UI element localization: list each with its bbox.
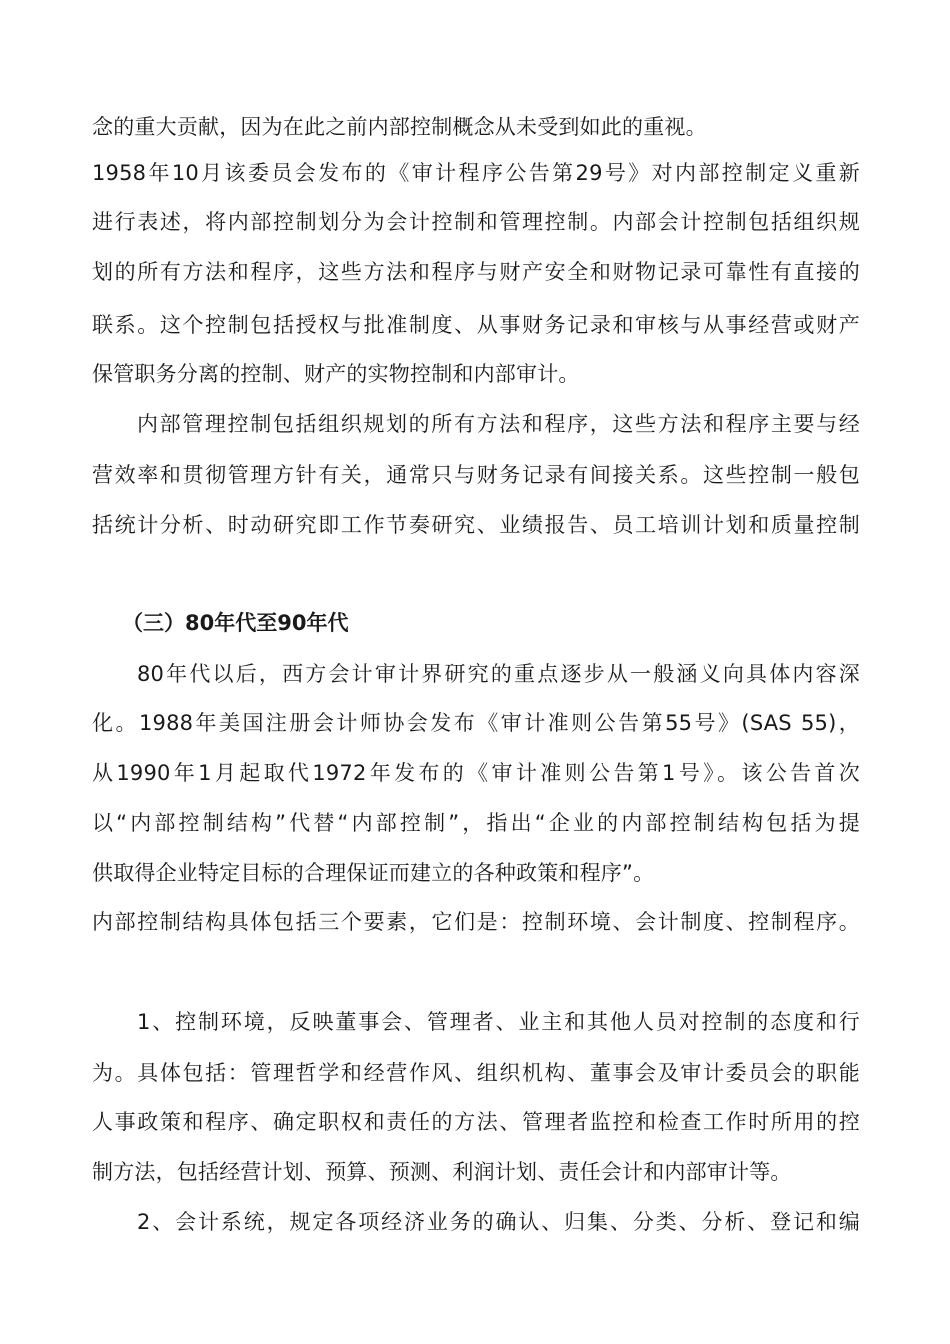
paragraph-line: 念的重大贡献，因为在此之前内部控制概念从未受到如此的重视。	[92, 115, 707, 139]
paragraph-line: 2、会计系统，规定各项经济业务的确认、归集、分类、分析、登记和编	[137, 1210, 860, 1234]
paragraph-line: 80年代以后，西方会计审计界研究的重点逐步从一般涵义向具体内容深	[137, 662, 860, 686]
paragraph-line: 1、控制环境，反映董事会、管理者、业主和其他人员对控制的态度和行	[137, 1010, 860, 1034]
paragraph-line: 内部管理控制包括组织规划的所有方法和程序，这些方法和程序主要与经	[137, 412, 860, 436]
paragraph-line: 化。1988年美国注册会计师协会发布《审计准则公告第55号》(SAS 55)，	[92, 711, 860, 735]
section-heading: （三）80年代至90年代	[122, 611, 349, 635]
paragraph-line: 人事政策和程序、确定职权和责任的方法、管理者监控和检查工作时所用的控	[92, 1110, 860, 1134]
paragraph-line: 内部控制结构具体包括三个要素，它们是：控制环境、会计制度、控制程序。	[92, 910, 860, 934]
paragraph-line: 1958年10月该委员会发布的《审计程序公告第29号》对内部控制定义重新	[92, 161, 860, 185]
paragraph-line: 为。具体包括：管理哲学和经营作风、组织机构、董事会及审计委员会的职能	[92, 1061, 860, 1085]
paragraph-line: 供取得企业特定目标的合理保证而建立的各种政策和程序”。	[92, 861, 655, 885]
paragraph-line: 以“内部控制结构”代替“内部控制”，指出“企业的内部控制结构包括为提	[92, 811, 860, 835]
paragraph-line: 制方法，包括经营计划、预算、预测、利润计划、责任会计和内部审计等。	[92, 1160, 792, 1184]
paragraph-line: 从1990年1月起取代1972年发布的《审计准则公告第1号》。该公告首次	[92, 761, 860, 785]
paragraph-line: 联系。这个控制包括授权与批准制度、从事财务记录和审核与从事经营或财产	[92, 313, 860, 337]
paragraph-line: 划的所有方法和程序，这些方法和程序与财产安全和财物记录可靠性有直接的	[92, 260, 860, 284]
paragraph-line: 营效率和贯彻管理方针有关，通常只与财务记录有间接关系。这些控制一般包	[92, 463, 860, 487]
paragraph-line: 括统计分析、时动研究即工作节奏研究、业绩报告、员工培训计划和质量控制	[92, 513, 860, 537]
paragraph-line: 保管职务分离的控制、财产的实物控制和内部审计。	[92, 362, 580, 386]
paragraph-line: 进行表述，将内部控制划分为会计控制和管理控制。内部会计控制包括组织规	[92, 210, 860, 234]
